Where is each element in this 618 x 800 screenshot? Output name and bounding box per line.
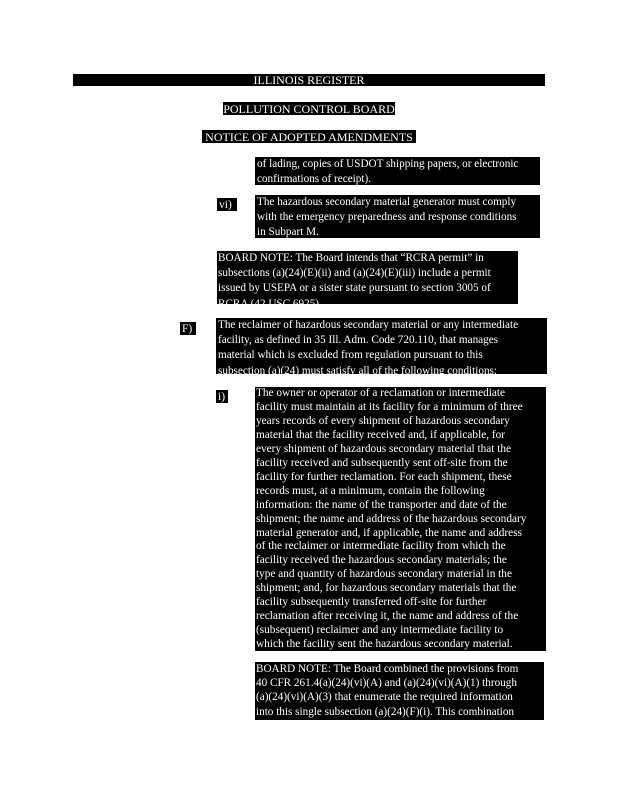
text-line: facility must maintain at its facility for a minimum of three	[256, 400, 523, 413]
text-line: The hazardous secondary material generator must comply	[257, 196, 517, 208]
text-line: subsections (a)(24)(E)(ii) and (a)(24)(E)(iii) include a permit	[218, 267, 491, 280]
notice-title: NOTICE OF ADOPTED AMENDMENTS	[205, 130, 413, 144]
register-header	[73, 74, 545, 86]
text-line: material that the facility received and, if applicable, for	[256, 428, 506, 441]
text-line: BOARD NOTE: The Board intends that “RCRA permit” in	[218, 252, 484, 264]
item-i-marker: i)	[216, 390, 228, 403]
text-line: The reclaimer of hazardous secondary material or any intermediate	[218, 319, 519, 331]
text-line: RCRA (42 USC 6925).	[218, 297, 322, 310]
text-line: facility received the hazardous secondary materials; the	[256, 554, 507, 567]
text-line: issued by USEPA or a sister state pursuant to section 3005 of	[218, 282, 491, 295]
text-line: of lading, copies of USDOT shipping papers, or electronic	[257, 158, 519, 170]
text-line: 40 CFR 261.4(a)(24)(vi)(A) and (a)(24)(vi)(A)(1) through	[256, 677, 517, 690]
text-line: information: the name of the transporter and date of the	[256, 498, 507, 511]
board-header	[223, 102, 395, 115]
text-line: facility, as defined in 35 Ill. Adm. Code 720.110, that manages	[218, 334, 499, 347]
text-line: into this single subsection (a)(24)(F)(i). This combination	[256, 705, 515, 718]
text-line: shipment; and, for hazardous secondary materials that the	[256, 582, 517, 595]
text-line: BOARD NOTE: The Board combined the provisions from	[256, 663, 519, 675]
continuation-paragraph	[255, 157, 540, 185]
board-title: POLLUTION CONTROL BOARD	[223, 102, 395, 116]
text-line: records must, at a minimum, contain the following	[256, 484, 485, 497]
item-F-paragraph	[216, 318, 547, 377]
board-note-1	[217, 251, 518, 310]
text-line: facility for further reclamation. For each shipment, these	[256, 470, 512, 483]
text-line: The owner or operator of a reclamation or intermediate	[256, 387, 506, 399]
text-line: (subsequent) reclaimer and any intermediate facility to	[256, 624, 504, 637]
text-line: which the facility sent the hazardous secondary material.	[256, 638, 513, 651]
text-line: type and quantity of hazardous secondary material in the	[256, 568, 512, 581]
text-line: in Subpart M.	[257, 226, 319, 239]
text-line: subsection (a)(24) must satisfy all of the following conditions:	[218, 364, 498, 377]
text-line: every shipment of hazardous secondary material that the	[256, 442, 512, 455]
text-line: reclamation after receiving it, the name and address of the	[256, 610, 519, 623]
text-line: facility subsequently transferred off-site for further	[256, 596, 487, 609]
text-line: (a)(24)(vi)(A)(3) that enumerate the required information	[256, 691, 513, 704]
text-line: material generator and, if applicable, the name and address	[256, 526, 522, 539]
text-line: facility received and subsequently sent off-site from the	[256, 456, 508, 469]
text-line: shipment; the name and address of the hazardous secondary	[256, 512, 527, 525]
item-vi-marker: vi)	[217, 198, 237, 211]
item-i-paragraph	[255, 387, 546, 651]
text-line: material which is excluded from regulation pursuant to this	[218, 349, 483, 362]
text-line: with the emergency preparedness and response conditions	[257, 211, 517, 224]
board-note-2	[255, 662, 544, 720]
register-title: ILLINOIS REGISTER	[253, 73, 365, 87]
notice-header	[202, 130, 416, 143]
text-line: of the reclaimer or intermediate facility from which the	[256, 540, 506, 553]
text-line: confirmations of receipt).	[257, 173, 372, 186]
item-vi-paragraph	[255, 195, 540, 238]
item-F-marker: F)	[180, 322, 196, 335]
text-line: years records of every shipment of hazardous secondary	[256, 414, 510, 427]
